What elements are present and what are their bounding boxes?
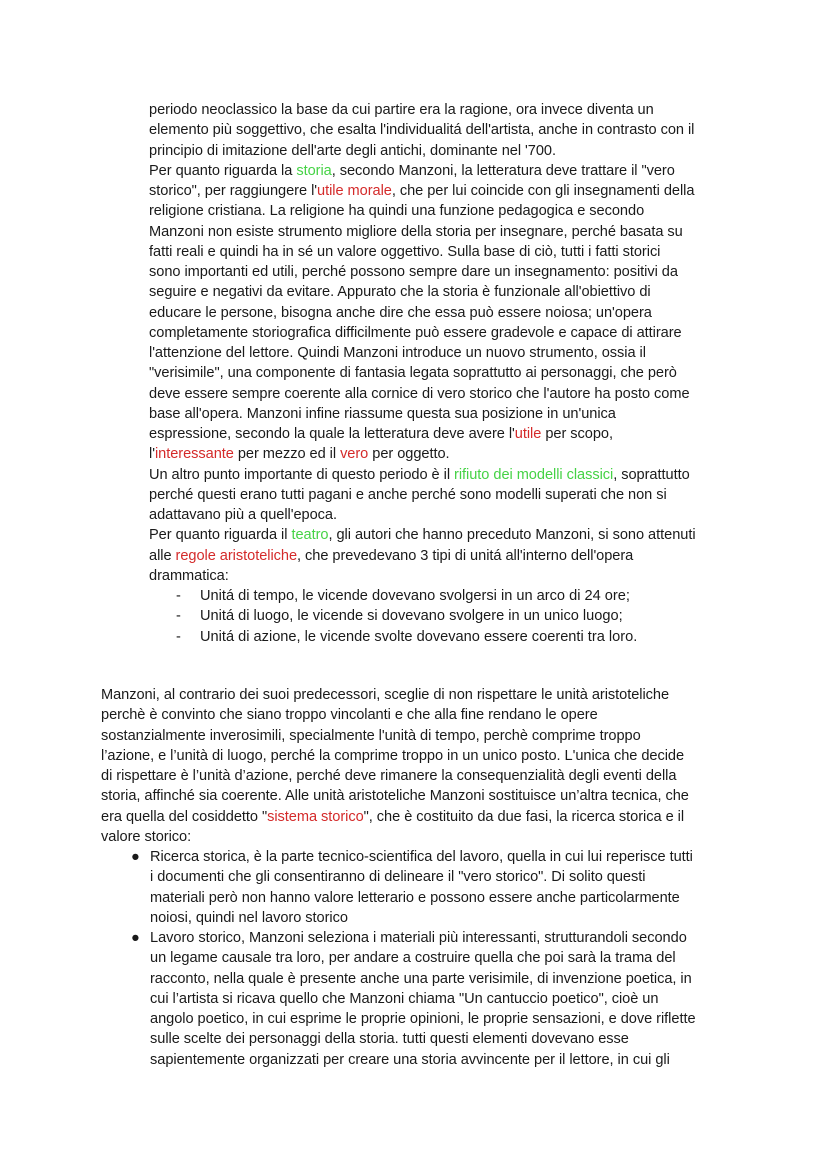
list-item-text: Unitá di azione, le vicende svolte dovevano essere coerenti tra loro. <box>200 628 638 645</box>
highlight-red-text: interessante <box>154 446 234 463</box>
highlight-red-text: utile morale <box>317 183 392 199</box>
text-line <box>149 282 749 302</box>
sistema-storico-phases-list <box>101 847 741 1070</box>
text-segment: , secondo Manzoni, la letteratura deve trattare il "vero <box>331 162 675 179</box>
text-segment: espressione, secondo la quale la letteratura deve avere l' <box>149 426 515 442</box>
text-segment: storico", per raggiungere l' <box>149 183 317 199</box>
list-item-text <box>150 928 741 1070</box>
list-item <box>149 586 749 606</box>
text-segment: Un altro punto importante di questo periodo è il <box>149 466 455 483</box>
text-line: sulle scelte dei personaggi della storia. tutti questi elementi dovevano esse <box>150 1031 629 1048</box>
text-line <box>149 384 749 404</box>
text-line <box>149 505 749 525</box>
text-segment: seguire e negativi da evitare. Appurato che la storia è funzionale all'obiettivo di <box>149 284 651 301</box>
text-line: i documenti che gli consentiranno di delineare il "vero storico". Di solito questi <box>150 869 646 886</box>
list-item <box>101 847 741 928</box>
paragraph-body <box>149 100 749 586</box>
text-line: racconto, nella quale è presente anche una parte verisimile, di invenzione poetica, in <box>150 970 692 987</box>
text-line <box>149 161 749 181</box>
text-segment: per mezzo ed il <box>233 446 341 463</box>
text-segment: valore storico: <box>101 828 192 845</box>
text-line <box>149 343 749 363</box>
text-segment: principio di imitazione dell'arte degli antichi, dominante nel '700. <box>149 142 556 159</box>
section-neoclassico-storia-teatro <box>149 100 749 647</box>
highlight-green-text: teatro <box>291 527 329 544</box>
text-segment: base all'opera. Manzoni infine riassume questa sua posizione in un'unica <box>149 405 616 422</box>
text-line <box>149 546 749 566</box>
text-segment: l' <box>149 446 155 463</box>
text-segment: alle <box>149 547 176 564</box>
text-segment: di rispettare è l’unità d’azione, perché deve rimanere la consequenzialità degli eventi della <box>101 768 677 784</box>
text-line <box>149 100 749 120</box>
text-line <box>149 181 749 201</box>
text-segment: per oggetto. <box>368 446 450 463</box>
highlight-green-text: rifiuto dei modelli classici <box>454 466 614 483</box>
text-segment: deve essere sempre coerente alla cornice di vero storico che l'autore ha posto come <box>149 385 690 402</box>
text-segment: , soprattutto <box>613 466 690 483</box>
list-item <box>101 928 741 1070</box>
text-segment: storia, affinché sia coerente. Alle unità aristoteliche Manzoni sostituisce un’altra tecnica, che <box>101 788 689 805</box>
text-line <box>149 566 749 586</box>
text-line <box>101 827 741 847</box>
text-line <box>101 705 741 725</box>
text-segment: completamente storiografica difficilmente può essere gradevole e capace di attirare <box>149 324 682 341</box>
highlight-red-text: sistema storico <box>267 808 364 825</box>
list-item-text: Unitá di tempo, le vicende dovevano svolgersi in un arco di 24 ore; <box>200 588 630 604</box>
paragraph-body <box>101 685 741 847</box>
text-line: cui l’artista si ricava quello che Manzoni chiama "Un cantuccio poetico", cioè un <box>150 990 659 1007</box>
text-line <box>101 685 741 705</box>
highlight-red-text: vero <box>340 446 369 463</box>
text-segment: periodo neoclassico la base da cui partire era la ragione, ora invece diventa un <box>149 102 654 118</box>
bullet-marker: ● <box>131 930 140 946</box>
text-segment: elemento più soggettivo, che esalta l'individualitá dell'artista, anche in contrasto con il <box>149 122 695 139</box>
section-sistema-storico <box>101 685 741 1070</box>
text-line <box>149 363 749 383</box>
dash-marker: - <box>176 628 181 645</box>
list-item-text <box>150 847 741 928</box>
text-segment: sono importanti ed utili, perché possono sempre dare un insegnamento: positivi da <box>149 264 678 280</box>
text-segment: , che prevedevano 3 tipi di unitá all'interno dell'opera <box>297 547 634 564</box>
text-line <box>149 404 749 424</box>
text-line <box>149 242 749 262</box>
bullet-marker: ● <box>131 849 140 865</box>
text-line <box>101 746 741 766</box>
text-segment: , gli autori che hanno preceduto Manzoni, si sono attenuti <box>328 527 696 544</box>
text-line <box>149 141 749 161</box>
text-segment: adattavano più a quell'epoca. <box>149 507 337 523</box>
text-segment: fatti reali e quindi ha in sé un valore oggettivo. Sulla base di ciò, tutti i fatti storici <box>149 243 661 260</box>
text-segment: era quella del cosiddetto " <box>101 808 268 825</box>
text-segment: perchè è convinto che siano troppo vincolanti e che alla fine rendano le opere <box>101 707 598 724</box>
text-line <box>149 525 749 545</box>
text-line <box>149 201 749 221</box>
text-line <box>101 786 741 806</box>
dash-marker: - <box>176 608 181 625</box>
text-line: Lavoro storico, Manzoni seleziona i materiali più interessanti, strutturandoli secondo <box>150 930 687 946</box>
list-item <box>149 627 749 647</box>
text-segment: Manzoni, al contrario dei suoi predecessori, sceglie di non rispettare le unità aristoteliche <box>101 687 670 703</box>
text-line: Ricerca storica, è la parte tecnico-scientifica del lavoro, quella in cui lui reperisce tutti <box>150 849 693 865</box>
text-line <box>149 323 749 343</box>
text-segment: per scopo, <box>541 426 613 442</box>
text-segment: "verisimile", una componente di fantasia legata soprattutto ai personaggi, che però <box>149 365 677 382</box>
text-line: materiali però non hanno valore letterario e possono essere anche particolarmente <box>150 889 680 906</box>
text-line <box>101 766 741 786</box>
text-segment: drammatica: <box>149 567 229 584</box>
highlight-red-text: regole aristoteliche <box>175 547 298 564</box>
text-segment: l'attenzione del lettore. Quindi Manzoni introduce un nuovo strumento, ossia il <box>149 345 646 361</box>
text-segment: Per quanto riguarda il <box>149 527 292 544</box>
text-segment: sostanzialmente inverosimili, specialmente l'unità di tempo, perchè comprime troppo <box>101 727 641 744</box>
text-line <box>101 807 741 827</box>
text-segment: ", che è costituito da due fasi, la ricerca storica e il <box>363 808 685 825</box>
highlight-green-text: storia <box>296 162 332 179</box>
text-line <box>149 303 749 323</box>
text-line: un legame causale tra loro, per andare a costruire quella che poi sarà la trama del <box>150 950 676 967</box>
text-line <box>149 424 749 444</box>
text-line <box>149 120 749 140</box>
dash-marker: - <box>176 588 181 604</box>
text-segment: Manzoni non esiste strumento migliore della storia per insegnare, perché basata su <box>149 223 683 240</box>
text-line: noiosi, quindi nel lavoro storico <box>150 909 348 926</box>
text-line <box>149 444 749 464</box>
text-line <box>149 222 749 242</box>
text-segment: , che per lui coincide con gli insegnamenti della <box>391 183 695 199</box>
highlight-red-text: utile <box>514 426 542 442</box>
text-line <box>149 465 749 485</box>
text-segment: perché questi erano tutti pagani e anche perché sono modelli superati che non si <box>149 486 667 503</box>
text-segment: l’azione, e l’unità di luogo, perché la comprime troppo in un unico posto. L'unica che decide <box>101 747 685 764</box>
list-item-text: Unitá di luogo, le vicende si dovevano svolgere in un unico luogo; <box>200 608 623 625</box>
text-segment: Per quanto riguarda la <box>149 162 297 179</box>
text-line <box>149 485 749 505</box>
text-line <box>149 262 749 282</box>
text-line <box>101 726 741 746</box>
aristotelian-units-list <box>149 586 749 647</box>
text-line: angolo poetico, in cui esprime le proprie opinioni, le proprie sensazioni, e dove riflette <box>150 1011 696 1027</box>
text-line: sapientemente organizzati per creare una storia avvincente per il lettore, in cui gli <box>150 1051 670 1068</box>
text-segment: educare le persone, bisogna anche dire che essa può essere noiosa; un'opera <box>149 304 652 321</box>
list-item <box>149 606 749 626</box>
text-segment: religione cristiana. La religione ha quindi una funzione pedagogica e secondo <box>149 203 645 220</box>
